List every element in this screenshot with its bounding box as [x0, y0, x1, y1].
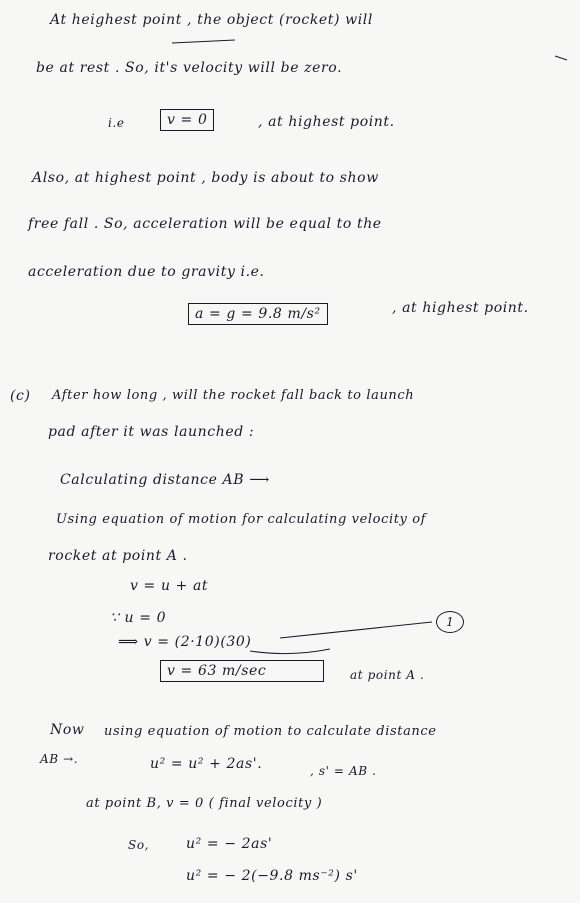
equation: u² = − 2as'	[186, 836, 273, 852]
text-line: Also, at highest point , body is about to show	[32, 170, 379, 186]
underline-stroke	[250, 649, 330, 654]
result-box: v = 63 m/sec	[160, 660, 324, 682]
text-line: acceleration due to gravity i.e.	[28, 264, 265, 280]
text-line: using equation of motion to calculate distance	[104, 724, 437, 739]
underline-stroke	[172, 40, 235, 43]
text-line: , s' = AB .	[310, 764, 377, 778]
text-line: i.e	[108, 116, 125, 130]
equation: ∵ u = 0	[110, 610, 167, 626]
text-line: at point B, v = 0 ( final velocity )	[86, 796, 323, 811]
question-line: After how long , will the rocket fall back to launch	[52, 388, 415, 403]
equation: u² = − 2(−9.8 ms⁻²) s'	[186, 868, 358, 884]
text-line: free fall . So, acceleration will be equal to the	[28, 216, 382, 232]
text-line: Using equation of motion for calculating velocity of	[56, 512, 427, 527]
equation: u² = u² + 2as'.	[150, 756, 263, 772]
text-line: rocket at point A .	[48, 548, 188, 564]
question-line: pad after it was launched :	[48, 424, 255, 440]
velocity-box: v = 0	[160, 109, 214, 131]
text-line: Calculating distance AB ⟶	[60, 472, 270, 488]
stray-mark	[555, 56, 567, 60]
equation-number-circle: 1	[436, 611, 464, 633]
connector-line	[280, 622, 432, 638]
acceleration-box: a = g = 9.8 m/s²	[188, 303, 328, 325]
text-line: be at rest . So, it's velocity will be zero.	[36, 60, 343, 76]
equation: v = u + at	[130, 578, 209, 594]
part-label: (c)	[10, 388, 31, 404]
equation: ⟹ v = (2·10)(30)	[118, 634, 252, 650]
text-line: , at highest point.	[392, 300, 529, 316]
text-line: So,	[128, 838, 150, 852]
text-line: AB →.	[40, 752, 79, 766]
text-line: At heighest point , the object (rocket) will	[50, 12, 373, 28]
text-line: Now	[50, 722, 85, 738]
text-line: , at highest point.	[258, 114, 395, 130]
text-line: at point A .	[350, 668, 425, 682]
